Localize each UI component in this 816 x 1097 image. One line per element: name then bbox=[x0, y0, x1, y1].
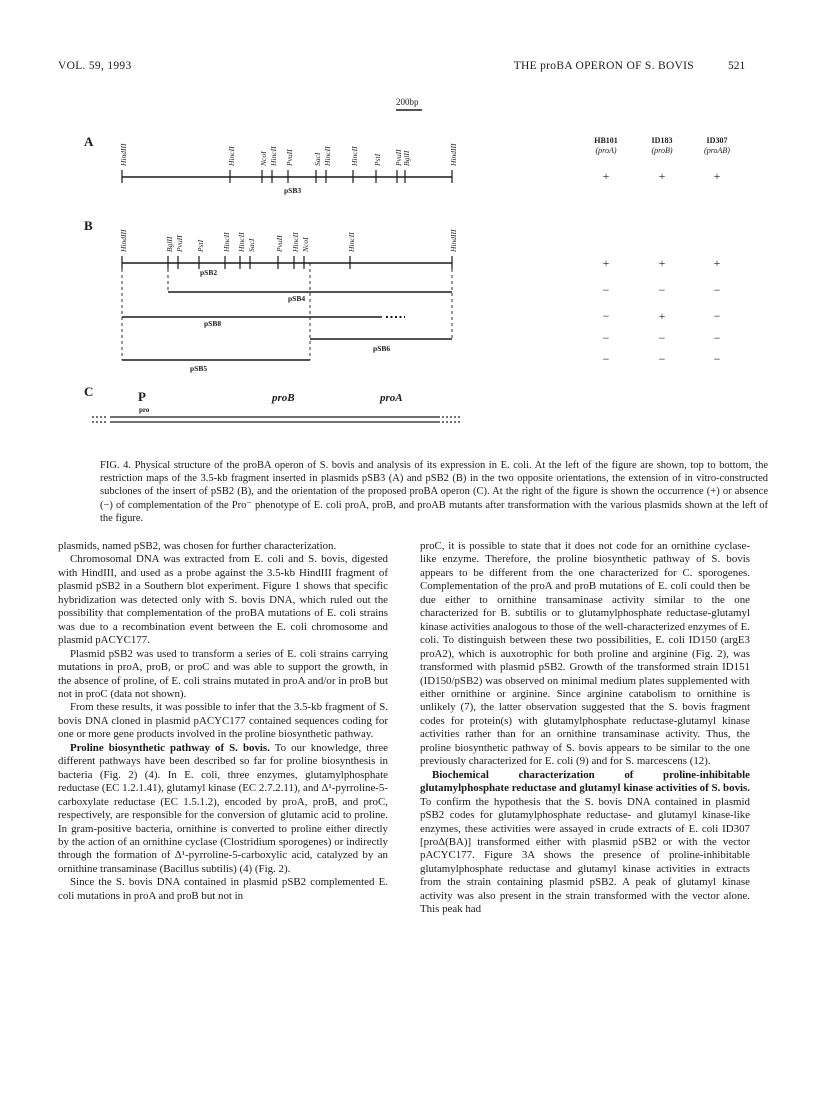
map-a-comp-id183: + bbox=[658, 169, 666, 183]
right-paragraph-1: proC, it is possible to state that it does not code for an ornithine cyclase-like enzyme. Therefore, the proline biosynthetic pathway of S. bovis appears to be different from the one characterized for C. sporogenes. Complementation of the proA and proB mutations of E. coli could then be due either to ornithine transaminase activity similar to the one characterized for B. subtilis or to glutamylphosphate reductase-glutamyl kinase activities analogous to those of the well-characterized enzymes of E. coli. To distinguish between these two possibilities, E. coli ID150 (argE3 proA2), which is auxotrophic for both proline and arginine (Fig. 2), was transformed with plasmid pSB2. Growth of the transformed strain ID151 (ID150/pSB2) was observed on minimal medium plates supplemented with either ornithine or arginine. Since arginine catabolism to ornithine is unlikely (7), the latter observation suggested that the S. bovis fragment codes for protein(s) with glutamylphosphate reductase-glutamyl kinase activities rather than for an ornithine transaminase activity. Thus, the proline biosynthetic pathway of S. bovis appears to be similar to the one previously characterized for E. coli (9) and for S. marcescens (12). bbox=[420, 540, 750, 768]
map-a-site-2: HincII bbox=[227, 146, 236, 166]
map-b-site-5: HincII bbox=[222, 232, 231, 252]
psb6-comp-id183: − bbox=[658, 331, 666, 345]
map-b-site-7: SacI bbox=[247, 238, 256, 252]
promoter-subscript: pro bbox=[139, 406, 150, 414]
promoter-label: P bbox=[138, 389, 146, 404]
panel-label-a: A bbox=[84, 134, 94, 149]
map-b-site-12: HindIII bbox=[449, 229, 458, 252]
map-b-site-9: HincII bbox=[291, 232, 300, 252]
map-b-site-10: NcoI bbox=[301, 237, 310, 252]
map-a-site-8: HincII bbox=[350, 146, 359, 166]
psb5-comp-id307: − bbox=[713, 352, 721, 366]
psb4-comp-hb101: − bbox=[602, 283, 610, 297]
page-number: 521 bbox=[728, 60, 746, 72]
operon-dashed-ends bbox=[92, 417, 460, 422]
map-a-site-11: BglII bbox=[402, 150, 411, 166]
figure-4-restriction-maps bbox=[0, 0, 816, 460]
strain-hb101: HB101 bbox=[594, 136, 618, 145]
map-a-site-7: HincII bbox=[323, 146, 332, 166]
psb4-comp-id183: − bbox=[658, 283, 666, 297]
map-a-comp-hb101: + bbox=[602, 169, 610, 183]
map-b-site-6: HincII bbox=[237, 232, 246, 252]
section-heading-pathway: Proline biosynthetic pathway of S. bovis. bbox=[70, 741, 270, 754]
map-a-site-10: PvuII bbox=[394, 149, 403, 166]
section-text-pathway: To our knowledge, three different pathways have been described so far for proline biosynthesis in bacteria (Fig. 2) (4). In E. coli, three enzymes, glutamylphosphate reductase (EC 1.2.1.41), glutamyl kinase (EC 2.7.2.11), and Δ¹-pyrroline-5-carboxylate reductase (EC 1.5.1.2), encoded by proA, proB, and proC, respectively, are responsible for the conversion of glutamic acid to proline. In gram-positive bacteria, ornithine is converted to proline either directly by the action of an ornithine cyclase (Clostridium sporogenes) or indirectly through the formation of Δ¹-pyrroline-5-carboxylic acid, catalyzed by an ornithine transaminase (Bacillus subtilis) (4) (Fig. 2). bbox=[58, 741, 389, 875]
strain-hb101-genotype: (proA) bbox=[595, 146, 617, 155]
panel-label-c: C bbox=[84, 384, 94, 399]
scale-bar-label: 200bp bbox=[396, 97, 419, 107]
left-paragraph-2: Chromosomal DNA was extracted from E. coli and S. bovis, digested with HindIII, and used as a probe against the 3.5-kb HindIII fragment of plasmid pSB2 in a Southern blot experiment. Figure 1 shows that specific hybridization was detected only with S. bovis DNA, which ruled out the possibility that complementation of the proBA mutations of E. coli strains was due to a recombination event between the E. coli chromosome and plasmid pACYC177. bbox=[58, 553, 388, 647]
psb8-comp-hb101: − bbox=[602, 309, 610, 323]
subclone-guides bbox=[122, 263, 452, 360]
psb5-comp-id183: − bbox=[658, 352, 666, 366]
figure-caption: FIG. 4. Physical structure of the proBA operon of S. bovis and analysis of its expression in E. coli. At the left of the figure are shown, top to bottom, the restriction maps of the 3.5-kb fragment inserted in plasmids pSB3 (A) and pSB2 (B) in the two opposite orientations, the extension of in vitro-constructed subclones of the insert of pSB2 (B), and the orientation of the proposed proBA operon (C). At the right of the figure is shown the occurrence (+) or absence (−) of complementation of the Pro⁻ phenotype of E. coli proA, proB, and proAB mutants after transformation with the various plasmids shown at the left of the figure. bbox=[100, 460, 768, 524]
psb2-comp-id307: + bbox=[713, 256, 721, 270]
strain-id183-genotype: (proB) bbox=[651, 146, 673, 155]
right-column bbox=[420, 540, 750, 917]
map-b-site-11: HincII bbox=[347, 232, 356, 252]
map-a-site-6: SacI bbox=[313, 152, 322, 166]
psb6-comp-id307: − bbox=[713, 331, 721, 345]
panel-label-b: B bbox=[84, 218, 93, 233]
psb8-comp-id307: − bbox=[713, 309, 721, 323]
psb4-comp-id307: − bbox=[713, 283, 721, 297]
map-a-plasmid-label: pSB3 bbox=[284, 186, 302, 195]
map-a-site-4: HincII bbox=[269, 146, 278, 166]
left-paragraph-3: Plasmid pSB2 was used to transform a series of E. coli strains carrying mutations in proA, proB, or proC and was able to support the growth, in the absence of proline, of E. coli strains mutated in proA and/or in proB but not in proC (data not shown). bbox=[58, 647, 388, 700]
strain-id307: ID307 bbox=[706, 136, 728, 145]
map-a-site-5: PvuII bbox=[285, 149, 294, 166]
map-b-site-8: PvuII bbox=[275, 235, 284, 252]
map-a-site-12: HindIII bbox=[449, 143, 458, 166]
running-header-volume: VOL. 59, 1993 bbox=[58, 60, 132, 72]
left-column bbox=[58, 540, 388, 903]
psb6-comp-hb101: − bbox=[602, 331, 610, 345]
psb8-comp-id183: + bbox=[658, 309, 666, 323]
map-b-site-2: BglII bbox=[165, 236, 174, 252]
left-paragraph-last: Since the S. bovis DNA contained in plasmid pSB2 complemented E. coli mutations in proA and proB but not in bbox=[58, 876, 388, 902]
map-b-site-3: PvuII bbox=[175, 235, 184, 252]
strain-id183: ID183 bbox=[651, 136, 673, 145]
section-heading-biochem: Biochemical characterization of proline-inhibitable glutamylphosphate reductase and glutamyl kinase activities of S. bovis. bbox=[420, 768, 750, 795]
map-a-comp-id307: + bbox=[713, 169, 721, 183]
left-section-paragraph bbox=[58, 742, 388, 877]
map-a-site-9: PstI bbox=[373, 153, 382, 166]
left-paragraph-4: From these results, it was possible to infer that the 3.5-kb fragment of S. bovis DNA cloned in plasmid pACYC177 contained sequences coding for one or more gene products involved in the proline biosynthetic pathway. bbox=[58, 701, 388, 741]
strain-id307-genotype: (proAB) bbox=[704, 146, 730, 155]
psb2-comp-hb101: + bbox=[602, 256, 610, 270]
left-paragraph-1: plasmids, named pSB2, was chosen for further characterization. bbox=[58, 540, 337, 552]
psb2-comp-id183: + bbox=[658, 256, 666, 270]
subclone-label-psb6: pSB6 bbox=[373, 344, 391, 353]
subclone-label-psb5: pSB5 bbox=[190, 364, 208, 373]
psb5-comp-hb101: − bbox=[602, 352, 610, 366]
map-a-site-1: HindIII bbox=[119, 143, 128, 166]
section-text-biochem: To confirm the hypothesis that the S. bovis DNA contained in plasmid pSB2 codes for glutamylphosphate reductase- and glutamyl kinase-like enzymes, these activities were assayed in crude extracts of E. coli ID307 [proΔ(BA)] transformed either with plasmid pSB2 or with the vector pACYC177. Figure 3A shows the presence of proline-inhibitable glutamylphosphate reductase and glutamyl kinase activities in extracts from the strain containing plasmid pSB2. A peak of glutamyl kinase activity was also present in the strain transformed with the vector alone. This peak had bbox=[420, 795, 750, 916]
running-header-title: THE proBA OPERON OF S. BOVIS bbox=[513, 60, 694, 72]
map-b-site-4: PstI bbox=[196, 239, 205, 252]
map-a-site-3: NcoI bbox=[259, 151, 268, 166]
subclone-label-psb8: pSB8 bbox=[204, 319, 222, 328]
subclone-label-psb4: pSB4 bbox=[288, 294, 306, 303]
right-section-paragraph bbox=[420, 769, 750, 917]
gene-proa-label: proA bbox=[380, 392, 403, 404]
subclone-label-psb2: pSB2 bbox=[200, 268, 218, 277]
map-b-site-1: HindIII bbox=[119, 229, 128, 252]
gene-prob-label: proB bbox=[272, 392, 295, 404]
